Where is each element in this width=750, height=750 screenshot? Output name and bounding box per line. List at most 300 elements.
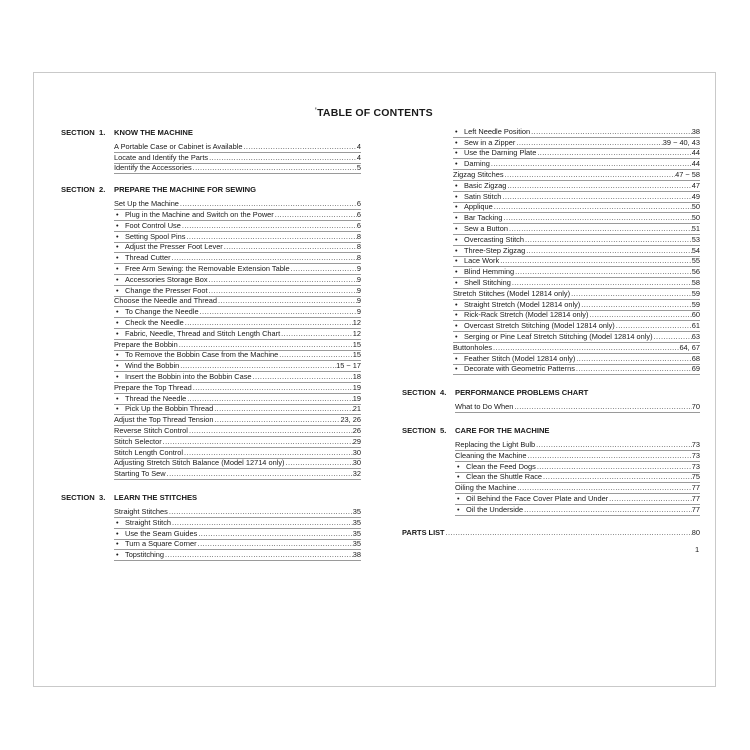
entry-title: [453, 181, 506, 191]
entry-page: 5: [356, 163, 361, 173]
entry-text: Thread Cutter: [125, 253, 171, 263]
dot-leader: [608, 494, 692, 504]
bullet-icon: •: [455, 332, 458, 341]
bullet-icon: •: [116, 231, 119, 241]
toc-entry[interactable]: [114, 394, 361, 405]
entry-title: [114, 437, 162, 447]
entry-text: Accessories Storage Box: [125, 274, 208, 284]
page-title: [0, 107, 750, 119]
entry-text: Stitch Selector: [114, 436, 162, 446]
section-label: SECTION: [61, 493, 95, 503]
bullet-icon: •: [116, 393, 119, 403]
toc-entry[interactable]: [453, 246, 700, 257]
entry-text: Use the Seam Guides: [125, 528, 198, 538]
bullet-icon: •: [116, 528, 119, 538]
entry-text: Topstitching: [125, 550, 165, 560]
entry-text: Wind the Bobbin: [125, 361, 180, 371]
bullet-icon: •: [116, 350, 119, 360]
entry-page: 9: [356, 285, 361, 295]
section-title: KNOW THE MACHINE: [114, 128, 193, 137]
dot-leader: [179, 199, 357, 209]
section-entries: [455, 402, 700, 413]
dot-leader: [184, 318, 353, 328]
toc-entry[interactable]: [114, 210, 361, 221]
entry-text: Zigzag Stitches: [453, 170, 504, 179]
section-index: 2.: [99, 185, 106, 195]
entry-text: Oil Behind the Face Cover Plate and Under: [466, 494, 609, 503]
toc-entry[interactable]: [114, 318, 361, 329]
toc-entry[interactable]: [114, 275, 361, 286]
toc-entry[interactable]: [453, 257, 700, 268]
section-number: [61, 127, 114, 139]
entry-page: 73: [691, 440, 700, 449]
toc-entry[interactable]: [114, 415, 361, 426]
toc-entry[interactable]: [455, 440, 700, 451]
toc-entry[interactable]: [453, 267, 700, 278]
entry-page: 8: [356, 253, 361, 263]
entry-title: [453, 321, 615, 331]
entry-title: [114, 540, 197, 550]
entry-text: Replacing the Light Bulb: [455, 440, 536, 449]
dot-leader: [615, 321, 692, 331]
toc-section: [402, 425, 700, 516]
toc-entry[interactable]: [114, 199, 361, 210]
toc-section: [61, 184, 361, 480]
entry-text: Reverse Stitch Control: [114, 426, 188, 435]
entry-title: [453, 224, 508, 234]
entry-title: [114, 164, 192, 174]
dot-leader: [575, 365, 692, 375]
bullet-icon: •: [455, 137, 458, 147]
entry-page: 9: [356, 307, 361, 317]
entry-text: Serging or Pine Leaf Stretch Stitching (Model 12814 only): [464, 332, 653, 341]
entry-page: 50: [691, 213, 700, 223]
entry-page: 68: [691, 353, 700, 363]
toc-entry[interactable]: [453, 321, 700, 332]
entry-title: [114, 529, 197, 539]
entry-title: [114, 243, 223, 253]
section-gap: [402, 375, 700, 387]
entry-title: [453, 289, 570, 299]
toc-entry[interactable]: [114, 286, 361, 297]
entry-text: Plug in the Machine and Switch on the Power: [125, 210, 274, 219]
toc-section: [61, 492, 361, 561]
dot-leader: [506, 181, 691, 191]
entry-text: Straight Stitches: [114, 507, 168, 516]
toc-entry[interactable]: [453, 213, 700, 224]
section-gap: [61, 480, 361, 492]
dot-leader: [492, 343, 679, 353]
entry-text: Blind Hemming: [464, 267, 515, 277]
toc-entry[interactable]: [114, 221, 361, 232]
section-heading: [61, 184, 361, 196]
bullet-icon: •: [455, 321, 458, 331]
dot-leader: [653, 332, 692, 342]
entry-text: Prepare the Top Thread: [114, 382, 192, 392]
dot-leader: [280, 329, 353, 339]
dot-leader: [527, 451, 692, 461]
toc-entry[interactable]: [114, 153, 361, 164]
bullet-icon: •: [455, 234, 458, 244]
entry-text: Feather Stitch (Model 12814 only): [464, 353, 576, 363]
toc-entry[interactable]: [453, 192, 700, 203]
section-entries: [114, 142, 361, 174]
entry-text: Straight Stitch: [125, 517, 172, 527]
dot-leader: [490, 159, 692, 169]
entry-text: Overcasting Stitch: [464, 234, 524, 244]
section-gap: [402, 516, 700, 528]
title-mark: ': [315, 106, 317, 116]
toc-entry[interactable]: [453, 159, 700, 170]
bullet-icon: •: [457, 461, 460, 471]
entry-title: [453, 365, 575, 375]
entry-title: [453, 257, 499, 267]
bullet-icon: •: [116, 328, 119, 338]
bullet-icon: •: [455, 353, 458, 363]
dot-leader: [217, 297, 357, 307]
entry-page: 9: [356, 274, 361, 284]
entry-text: Setting Spool Pins: [125, 231, 186, 241]
toc-entry[interactable]: [455, 402, 700, 413]
entry-title: [453, 159, 490, 169]
dot-leader: [542, 473, 692, 483]
entry-text: To Remove the Bobbin Case from the Machine: [125, 350, 279, 360]
bullet-icon: •: [116, 550, 119, 560]
page-number: 1: [695, 545, 700, 554]
toc-entry[interactable]: [453, 343, 700, 354]
section-label: SECTION: [402, 388, 436, 398]
entry-page: 9: [356, 296, 361, 306]
section-title: CARE FOR THE MACHINE: [455, 426, 550, 436]
entry-title: [453, 127, 530, 137]
entry-page: 59: [691, 288, 700, 298]
bullet-icon: •: [455, 245, 458, 255]
entry-page: 32: [352, 469, 361, 479]
dot-leader: [171, 518, 353, 528]
toc-entry[interactable]: [114, 448, 361, 459]
entry-page: 21: [352, 404, 361, 414]
entry-page: 60: [691, 310, 700, 320]
section-label: SECTION: [402, 426, 436, 436]
bullet-icon: •: [116, 220, 119, 230]
toc-entry[interactable]: [453, 138, 700, 149]
entry-text: Check the Needle: [125, 318, 184, 327]
bullet-icon: •: [455, 256, 458, 266]
toc-entry[interactable]: [453, 170, 700, 181]
entry-text: Shell Stitching: [464, 278, 511, 287]
entry-title: [114, 221, 181, 231]
entry-title: [453, 343, 492, 353]
toc-entry[interactable]: [453, 235, 700, 246]
dot-leader: [525, 246, 692, 256]
entry-page: 8: [356, 231, 361, 241]
dot-leader: [242, 142, 356, 152]
toc-entry[interactable]: [453, 127, 700, 138]
bullet-icon: •: [455, 310, 458, 320]
entry-title: [114, 253, 171, 263]
toc-entry[interactable]: [453, 181, 700, 192]
dot-leader: [171, 253, 357, 263]
toc-entry[interactable]: [453, 354, 700, 365]
toc-entry[interactable]: [114, 459, 361, 470]
toc-entry[interactable]: [114, 469, 361, 480]
bullet-icon: •: [116, 307, 119, 317]
entry-page: 18: [352, 372, 361, 381]
toc-entry[interactable]: [114, 164, 361, 175]
entry-title: [114, 372, 252, 382]
entry-text: Thread the Needle: [125, 393, 187, 403]
toc-entry[interactable]: [114, 361, 361, 372]
bullet-icon: •: [457, 494, 460, 503]
entry-page: 30: [352, 447, 361, 457]
entry-page: 35: [352, 507, 361, 516]
entry-text: A Portable Case or Cabinet is Available: [114, 142, 243, 151]
toc-entry[interactable]: [453, 365, 700, 376]
toc-entry[interactable]: [114, 142, 361, 153]
toc-entry[interactable]: [455, 505, 700, 516]
dot-leader: [192, 383, 353, 393]
section-title: PERFORMANCE PROBLEMS CHART: [455, 388, 589, 398]
entry-page: 12: [352, 318, 361, 327]
toc-entry[interactable]: [455, 494, 700, 505]
dot-leader: [523, 505, 692, 515]
entry-page: 35: [352, 528, 361, 538]
bullet-icon: •: [455, 191, 458, 201]
bullet-icon: •: [116, 517, 119, 527]
entry-title: [455, 440, 535, 450]
entry-title: [455, 462, 536, 472]
section-entries: [455, 440, 700, 516]
toc-entry[interactable]: [114, 253, 361, 264]
dot-leader: [515, 138, 662, 148]
dot-leader: [199, 307, 357, 317]
entry-page: 73: [691, 450, 700, 460]
toc-entry[interactable]: [455, 462, 700, 473]
entry-page: 77: [691, 504, 700, 514]
bullet-icon: •: [116, 253, 119, 263]
toc-entry[interactable]: [114, 243, 361, 254]
dot-leader: [213, 405, 353, 415]
parts-list-entry[interactable]: [402, 528, 700, 538]
toc-entry[interactable]: [114, 437, 361, 448]
entry-text: Lace Work: [464, 256, 500, 266]
toc-entry[interactable]: [453, 149, 700, 160]
entry-page: 51: [691, 224, 700, 233]
entry-title: [114, 415, 213, 425]
entry-title: [114, 459, 285, 469]
entry-title: [114, 153, 208, 163]
bullet-icon: •: [116, 210, 119, 219]
toc-entry[interactable]: [114, 232, 361, 243]
toc-entry[interactable]: [114, 351, 361, 362]
bullet-icon: •: [455, 299, 458, 309]
parts-list-title: PARTS LIST: [402, 527, 445, 537]
toc-entry[interactable]: [453, 203, 700, 214]
dot-leader: [514, 267, 692, 277]
bullet-icon: •: [455, 213, 458, 223]
entry-text: Adjust the Presser Foot Lever: [125, 242, 223, 252]
bullet-icon: •: [455, 267, 458, 277]
entry-page: 38: [352, 550, 361, 560]
entry-title: [114, 448, 183, 458]
entry-page: 6: [356, 210, 361, 219]
section-heading: [61, 127, 361, 139]
section-gap: [402, 413, 700, 425]
entry-title: [114, 264, 290, 274]
bullet-icon: •: [116, 274, 119, 284]
dot-leader: [208, 153, 357, 163]
entry-title: [114, 469, 166, 479]
dot-leader: [274, 210, 357, 220]
bullet-icon: •: [116, 539, 119, 549]
toc-entry[interactable]: [114, 372, 361, 383]
toc-entry[interactable]: [455, 483, 700, 494]
bullet-icon: •: [455, 224, 458, 233]
dot-leader: [530, 127, 692, 137]
entry-text: Sew a Button: [464, 224, 508, 233]
dot-leader: [502, 213, 691, 223]
dot-leader: [278, 351, 353, 361]
entry-page: 53: [691, 234, 700, 244]
bullet-icon: •: [116, 264, 119, 273]
toc-entry[interactable]: [455, 451, 700, 462]
entry-page: 47 ~ 58: [675, 170, 700, 179]
entry-page: 4: [356, 142, 361, 151]
bullet-icon: •: [455, 364, 458, 374]
entry-text: Locate and Identify the Parts: [114, 152, 209, 162]
entry-page: 70: [691, 402, 700, 412]
entry-title: [114, 318, 184, 328]
toc-entry[interactable]: [114, 550, 361, 561]
bullet-icon: •: [455, 278, 458, 287]
dot-leader: [183, 448, 353, 458]
entry-text: Choose the Needle and Thread: [114, 296, 217, 306]
entry-text: What to Do When: [455, 402, 514, 412]
entry-page: 26: [352, 426, 361, 435]
dot-leader: [493, 203, 692, 213]
entry-text: Free Arm Sewing: the Removable Extension Table: [125, 264, 290, 273]
entry-text: Three-Step Zigzag: [464, 245, 526, 255]
entry-page: 75: [691, 472, 700, 482]
toc-entry[interactable]: [453, 300, 700, 311]
entry-page: 19: [352, 382, 361, 392]
toc-entry[interactable]: [114, 507, 361, 518]
entry-title: [455, 473, 542, 483]
bullet-icon: •: [116, 242, 119, 252]
entry-page: 58: [691, 278, 700, 287]
entry-page: 47: [691, 180, 700, 190]
section-heading: [61, 492, 361, 504]
entry-title: [453, 246, 525, 256]
entry-title: [114, 297, 217, 307]
entry-page: 54: [691, 245, 700, 255]
section-index: 1.: [99, 128, 106, 137]
entry-text: Clean the Shuttle Race: [466, 472, 543, 482]
entry-text: Starting To Sew: [114, 469, 166, 479]
section-number: [402, 425, 455, 437]
entry-title: [114, 507, 168, 517]
toc-entry[interactable]: [114, 329, 361, 340]
dot-leader: [192, 164, 357, 174]
toc-entry[interactable]: [114, 518, 361, 529]
toc-section: [61, 127, 361, 174]
entry-title: [455, 451, 527, 461]
dot-leader: [181, 221, 357, 231]
section-heading: [402, 425, 700, 437]
dot-leader: [164, 550, 353, 560]
entry-title: [455, 402, 513, 412]
entry-page: 6: [356, 220, 361, 230]
toc-entry[interactable]: [453, 224, 700, 235]
toc-entry[interactable]: [114, 383, 361, 394]
bullet-icon: •: [116, 404, 119, 414]
entry-text: To Change the Needle: [125, 307, 199, 317]
section-title: PREPARE THE MACHINE FOR SEWING: [114, 185, 257, 195]
toc-entry[interactable]: [453, 278, 700, 289]
section-index: 3.: [99, 493, 106, 503]
bullet-icon: •: [116, 361, 119, 371]
entry-page: 59: [691, 299, 700, 309]
continued-entries: [453, 127, 700, 375]
toc-entry[interactable]: [453, 332, 700, 343]
entry-title: [453, 311, 588, 321]
entry-title: [455, 494, 608, 504]
section-label: SECTION: [61, 128, 95, 137]
toc-entry[interactable]: [453, 311, 700, 322]
entry-page: 44: [691, 148, 700, 158]
toc-entry[interactable]: [114, 307, 361, 318]
entry-page: 63: [691, 332, 700, 341]
bullet-icon: •: [455, 180, 458, 190]
entry-text: Straight Stretch (Model 12814 only): [464, 299, 581, 309]
toc-entry[interactable]: [114, 340, 361, 351]
entry-page: 19: [352, 393, 361, 403]
dot-leader: [445, 528, 692, 538]
entry-text: Stitch Length Control: [114, 447, 184, 457]
entry-title: [453, 300, 580, 310]
entry-text: Pick Up the Bobbin Thread: [125, 404, 214, 414]
toc-entry[interactable]: [453, 289, 700, 300]
entry-title: [453, 138, 515, 148]
entry-title: [114, 351, 278, 361]
toc-entry[interactable]: [114, 540, 361, 551]
entry-text: Adjust the Top Thread Tension: [114, 415, 214, 425]
toc-section: [402, 387, 700, 413]
section-number: [402, 387, 455, 399]
bullet-icon: •: [116, 318, 119, 327]
section-entries: [114, 199, 361, 480]
toc-entry[interactable]: [114, 405, 361, 416]
entry-text: Basic Zigzag: [464, 180, 507, 190]
toc-entry[interactable]: [114, 297, 361, 308]
entry-text: Identify the Accessories: [114, 163, 192, 173]
toc-entry[interactable]: [114, 426, 361, 437]
bullet-icon: •: [455, 127, 458, 136]
entry-title: [455, 483, 516, 493]
toc-entry[interactable]: [114, 529, 361, 540]
toc-entry[interactable]: [114, 264, 361, 275]
toc-entry[interactable]: [455, 473, 700, 484]
entry-text: Use the Darning Plate: [464, 148, 537, 158]
dot-leader: [524, 235, 692, 245]
entry-title: [453, 203, 493, 213]
dot-leader: [223, 243, 357, 253]
entry-page: 64, 67: [679, 342, 700, 352]
entry-page: 77: [691, 483, 700, 493]
entry-title: [114, 286, 208, 296]
entry-text: Buttonholes: [453, 342, 493, 352]
entry-text: Clean the Feed Dogs: [466, 461, 536, 471]
